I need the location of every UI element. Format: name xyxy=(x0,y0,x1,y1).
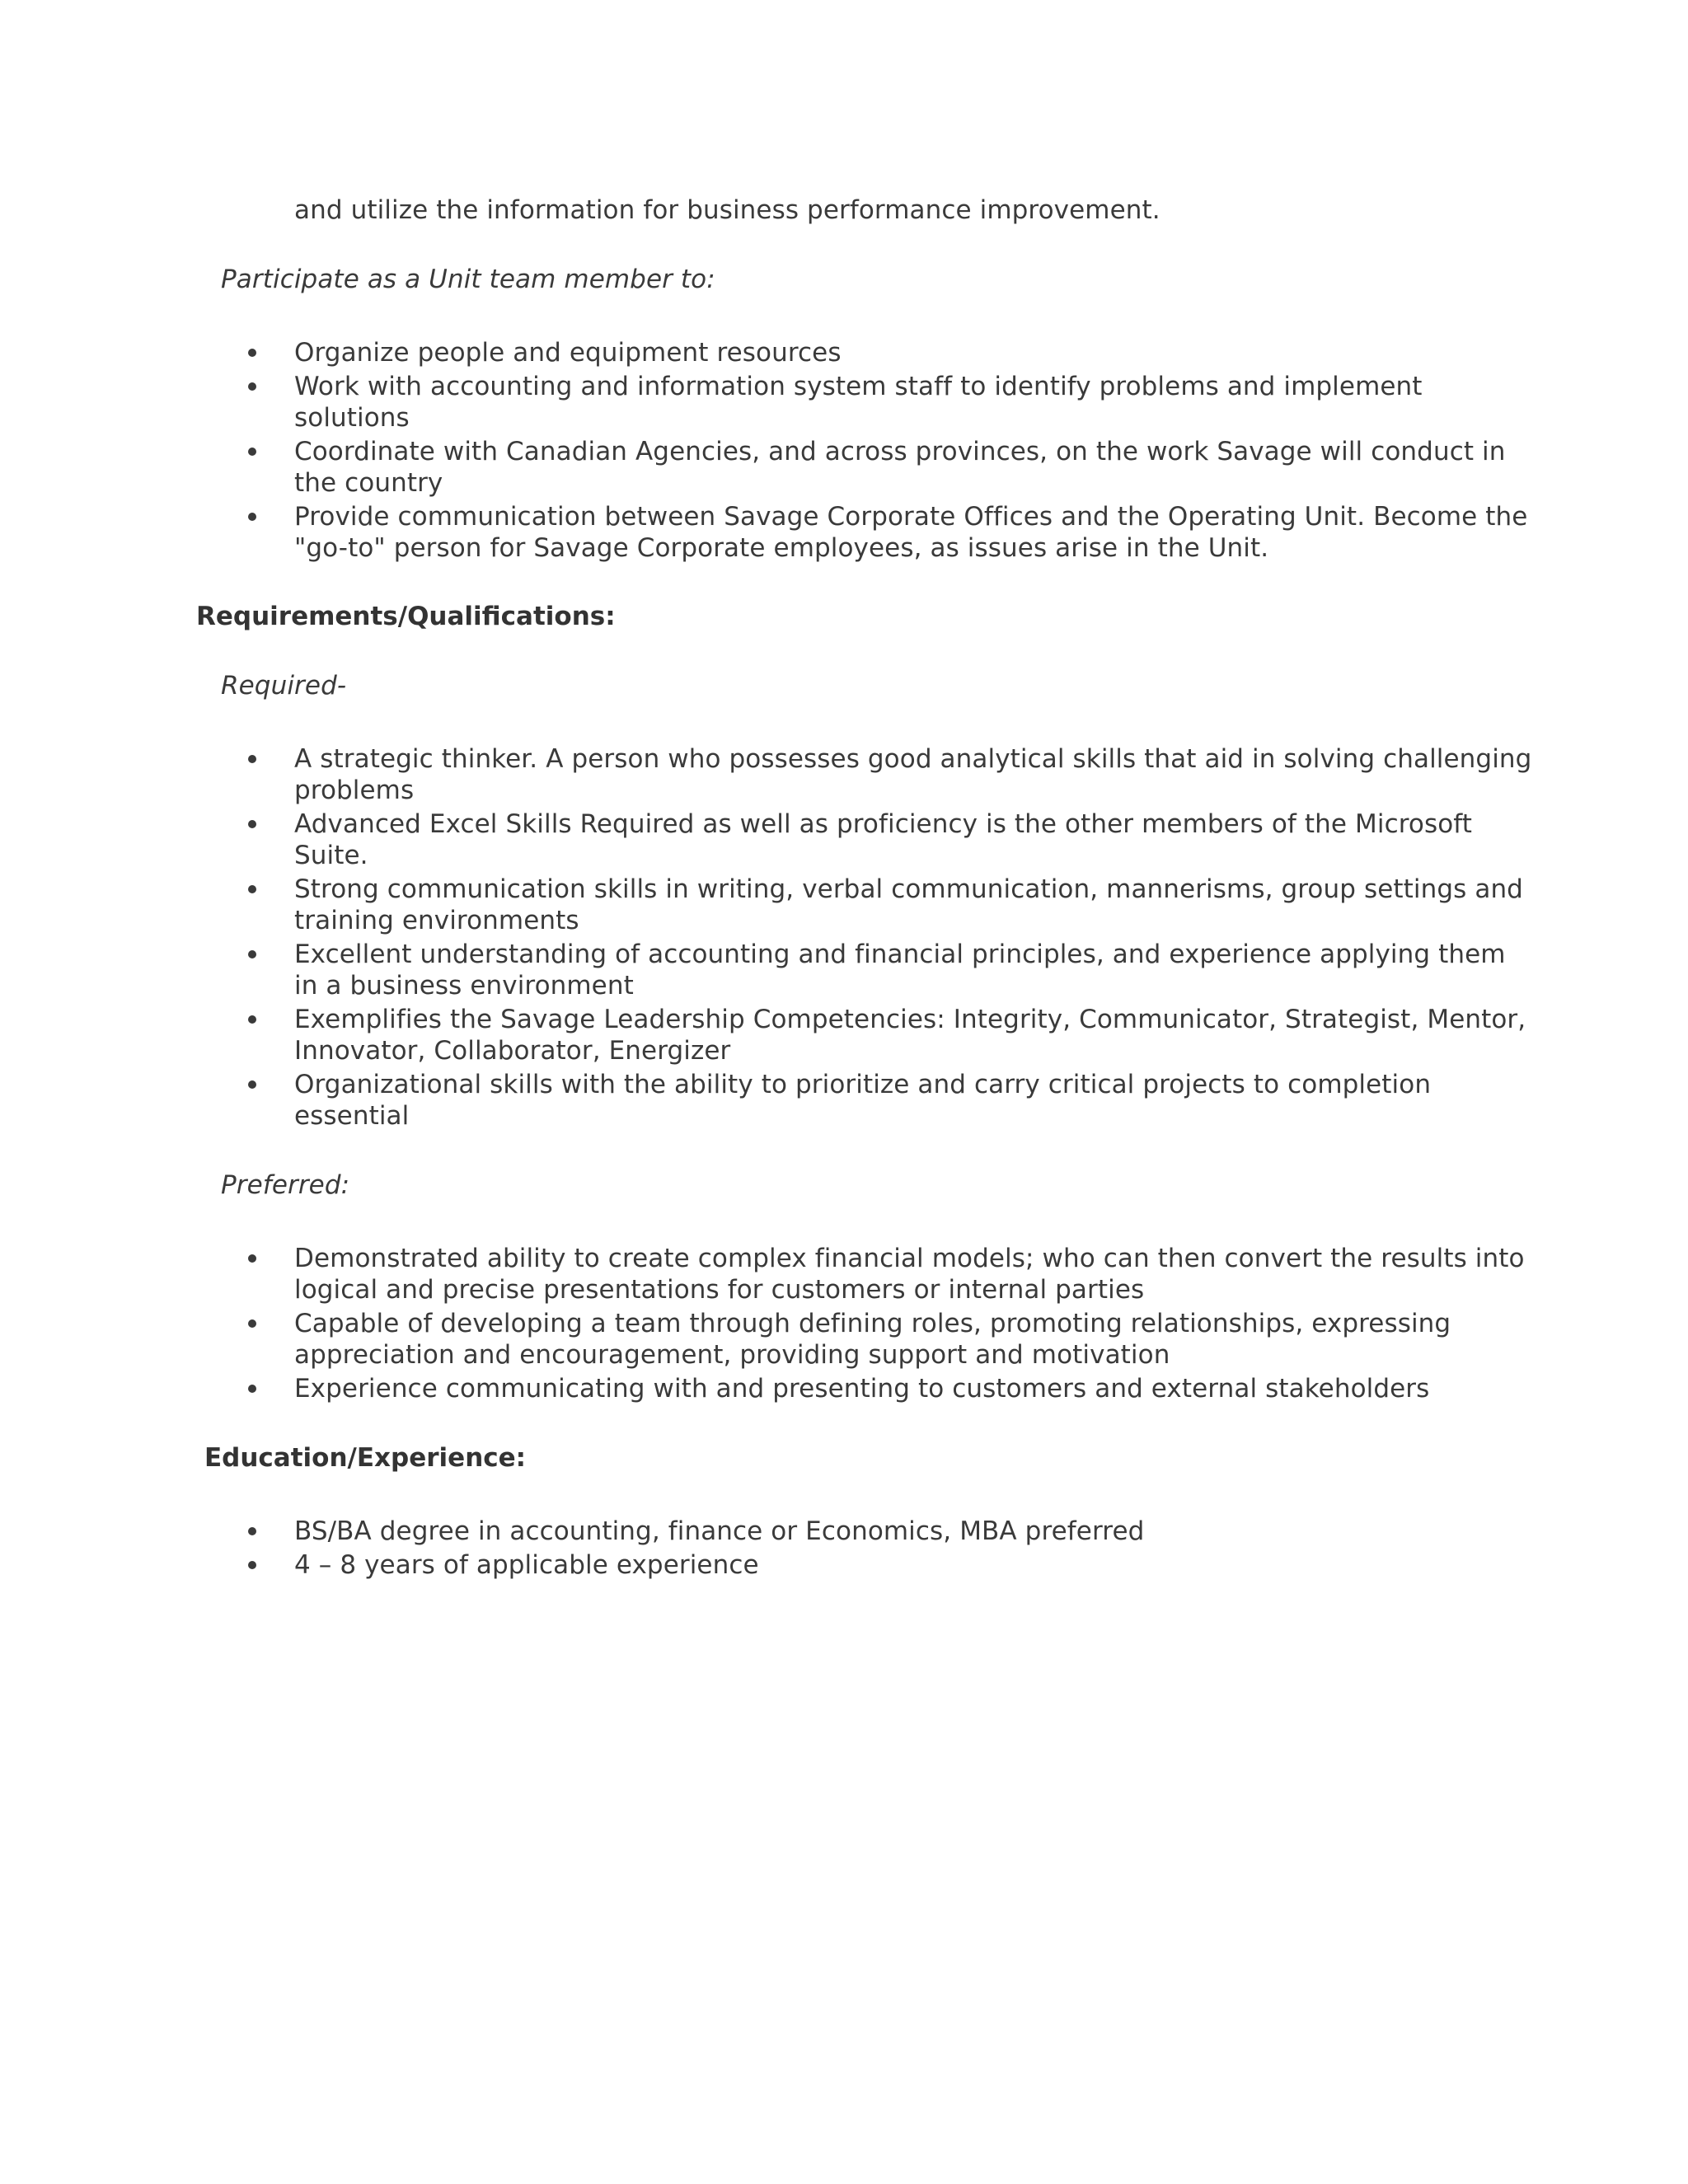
bullet-icon xyxy=(248,382,256,391)
participate-item-text: Organize people and equipment resources xyxy=(294,338,842,368)
participate-item-text: solutions xyxy=(294,403,410,433)
bullet-icon xyxy=(248,448,256,456)
education-item-text: BS/BA degree in accounting, finance or Economics, MBA preferred xyxy=(294,1516,1145,1546)
required-item-text: in a business environment xyxy=(294,971,634,1001)
required-label: Required- xyxy=(221,671,347,701)
bullet-icon xyxy=(248,755,256,763)
requirements-heading: Requirements/Qualifications: xyxy=(196,602,616,631)
bullet-icon xyxy=(248,1385,256,1393)
participate-item-text: "go-to" person for Savage Corporate employees, as issues arise in the Unit. xyxy=(294,533,1269,563)
bullet-icon xyxy=(248,885,256,893)
required-item-text: training environments xyxy=(294,906,579,935)
bullet-icon xyxy=(248,1015,256,1024)
bullet-icon xyxy=(248,1319,256,1328)
participate-item-text: the country xyxy=(294,468,443,498)
participate-item-text: Provide communication between Savage Corporate Offices and the Operating Unit. Become the xyxy=(294,502,1528,532)
bullet-icon xyxy=(248,1527,256,1535)
bullet-icon xyxy=(248,1080,256,1089)
required-item-text: essential xyxy=(294,1101,410,1131)
preferred-item-text: logical and precise presentations for customers or internal parties xyxy=(294,1275,1145,1305)
required-item-text: problems xyxy=(294,776,415,805)
preferred-label: Preferred: xyxy=(221,1170,350,1200)
bullet-icon xyxy=(248,1561,256,1569)
preferred-item-text: Capable of developing a team through defining roles, promoting relationships, expressing xyxy=(294,1309,1451,1338)
bullet-icon xyxy=(248,513,256,521)
required-item-text: Suite. xyxy=(294,841,368,870)
participate-heading: Participate as a Unit team member to: xyxy=(221,265,715,294)
bullet-icon xyxy=(248,820,256,828)
required-item-text: Strong communication skills in writing, verbal communication, mannerisms, group settings and xyxy=(294,874,1523,904)
required-item-text: Organizational skills with the ability to prioritize and carry critical projects to completion xyxy=(294,1070,1432,1099)
intro-line: and utilize the information for business performance improvement. xyxy=(294,195,1160,225)
required-item-text: Excellent understanding of accounting and financial principles, and experience applying them xyxy=(294,940,1506,969)
education-item-text: 4 – 8 years of applicable experience xyxy=(294,1550,759,1580)
bullet-icon xyxy=(248,1254,256,1263)
bullet-icon xyxy=(248,950,256,958)
preferred-item-text: appreciation and encouragement, providing support and motivation xyxy=(294,1340,1170,1370)
participate-item-text: Coordinate with Canadian Agencies, and across provinces, on the work Savage will conduct in xyxy=(294,437,1506,466)
required-item-text: Advanced Excel Skills Required as well as proficiency is the other members of the Microsoft xyxy=(294,809,1472,839)
required-item-text: A strategic thinker. A person who possesses good analytical skills that aid in solving challenging xyxy=(294,744,1532,774)
participate-item-text: Work with accounting and information system staff to identify problems and implement xyxy=(294,372,1423,401)
preferred-item-text: Experience communicating with and presenting to customers and external stakeholders xyxy=(294,1374,1430,1404)
preferred-item-text: Demonstrated ability to create complex financial models; who can then convert the results into xyxy=(294,1244,1525,1273)
required-item-text: Innovator, Collaborator, Energizer xyxy=(294,1036,731,1066)
required-item-text: Exemplifies the Savage Leadership Competencies: Integrity, Communicator, Strategist, Mentor, xyxy=(294,1005,1526,1034)
education-heading: Education/Experience: xyxy=(204,1443,527,1473)
bullet-icon xyxy=(248,349,256,357)
